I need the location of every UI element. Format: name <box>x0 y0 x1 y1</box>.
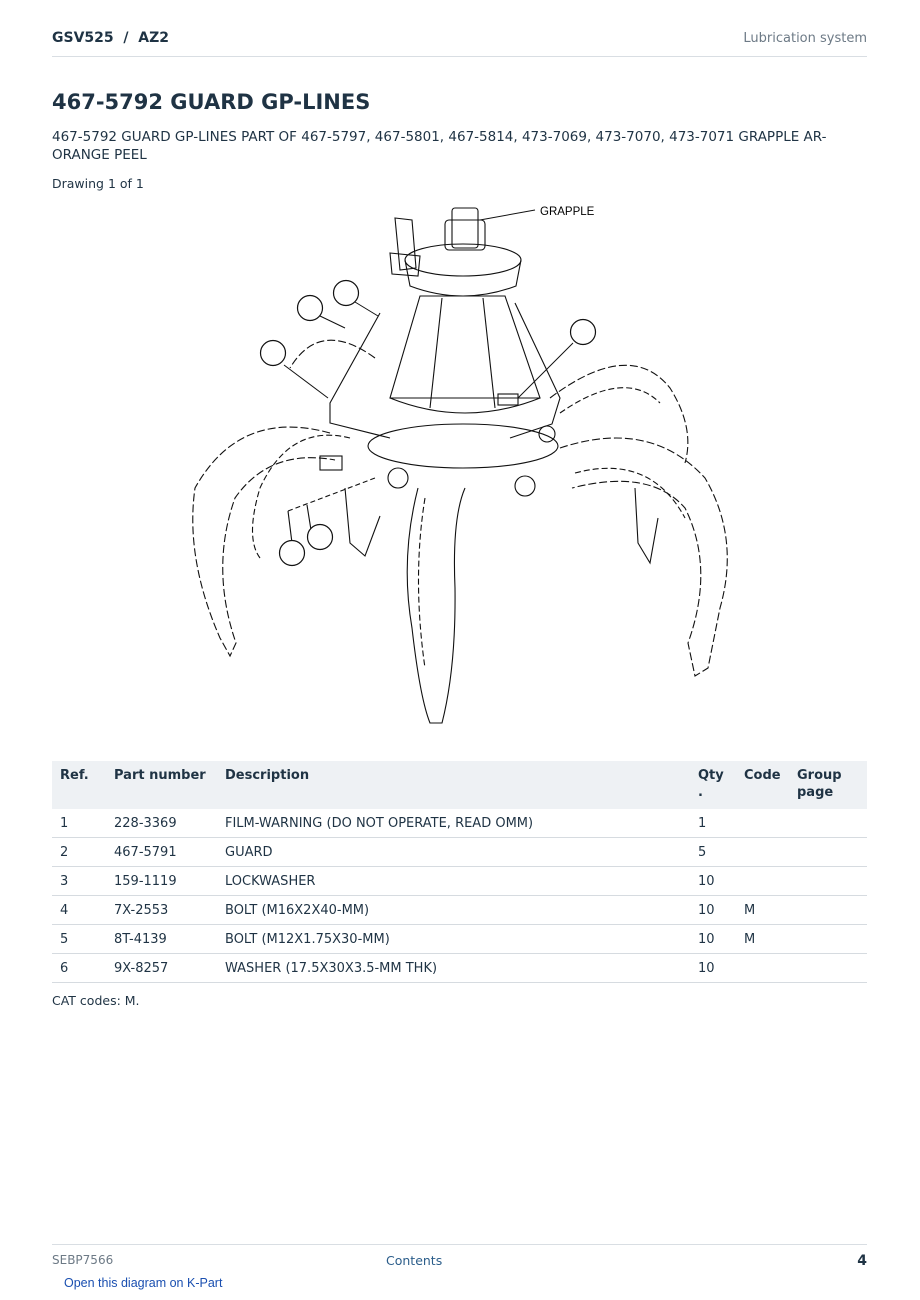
header-code: Code <box>736 761 789 809</box>
cell-group-page <box>789 809 867 838</box>
page-title: 467-5792 GUARD GP-LINES <box>52 90 371 114</box>
cell-group-page <box>789 896 867 925</box>
cell-description: BOLT (M12X1.75X30-MM) <box>217 925 690 954</box>
kpart-link[interactable]: Open this diagram on K-Part <box>64 1276 223 1290</box>
table-row <box>52 867 867 896</box>
cell-qty: 10 <box>690 896 736 925</box>
cell-code: M <box>736 925 789 954</box>
cell-part-number: 228-3369 <box>106 809 217 838</box>
cell-description: FILM-WARNING (DO NOT OPERATE, READ OMM) <box>217 809 690 838</box>
page-subtitle: 467-5792 GUARD GP-LINES PART OF 467-5797, 467-5801, 467-5814, 473-7069, 473-7070, 473-7071 GRAPPLE AR-ORANGE PEEL <box>52 129 827 163</box>
cell-group-page <box>789 838 867 867</box>
cell-code <box>736 809 789 838</box>
cell-code: M <box>736 896 789 925</box>
grapple-diagram[interactable] <box>180 198 740 738</box>
cell-description: WASHER (17.5X30X3.5-MM THK) <box>217 954 690 983</box>
table-row <box>52 954 867 983</box>
cell-part-number: 9X-8257 <box>106 954 217 983</box>
drawing-label: Drawing 1 of 1 <box>52 176 144 191</box>
header-qty: Qty . <box>690 761 736 809</box>
grapple-drawing <box>180 198 740 738</box>
cell-group-page <box>789 925 867 954</box>
page-footer <box>52 1244 867 1269</box>
table-row <box>52 925 867 954</box>
header-ref: Ref. <box>52 761 106 809</box>
cell-ref: 5 <box>52 925 106 954</box>
cell-part-number: 159-1119 <box>106 867 217 896</box>
cell-group-page <box>789 954 867 983</box>
table-row <box>52 838 867 867</box>
cell-ref: 3 <box>52 867 106 896</box>
cell-part-number: 7X-2553 <box>106 896 217 925</box>
table-header-row <box>52 761 867 809</box>
page-header <box>52 28 867 57</box>
grapple-callout: GRAPPLE <box>540 206 595 218</box>
cell-code <box>736 838 789 867</box>
cell-qty: 5 <box>690 838 736 867</box>
cell-group-page <box>789 867 867 896</box>
cell-qty: 10 <box>690 954 736 983</box>
table-row <box>52 896 867 925</box>
table-row <box>52 809 867 838</box>
cat-codes-note: CAT codes: M. <box>52 993 140 1008</box>
cell-part-number: 467-5791 <box>106 838 217 867</box>
document-id: SEBP7566 <box>52 1253 114 1267</box>
cell-qty: 10 <box>690 867 736 896</box>
page-number: 4 <box>857 1253 867 1269</box>
cell-description: LOCKWASHER <box>217 867 690 896</box>
contents-link[interactable]: Contents <box>386 1253 443 1268</box>
cell-ref: 1 <box>52 809 106 838</box>
cell-description: GUARD <box>217 838 690 867</box>
cell-description: BOLT (M16X2X40-MM) <box>217 896 690 925</box>
header-group-page: Group page <box>789 761 867 809</box>
cell-ref: 6 <box>52 954 106 983</box>
cell-part-number: 8T-4139 <box>106 925 217 954</box>
cell-code <box>736 954 789 983</box>
header-part-number: Part number <box>106 761 217 809</box>
cell-qty: 1 <box>690 809 736 838</box>
cell-qty: 10 <box>690 925 736 954</box>
cell-code <box>736 867 789 896</box>
header-description: Description <box>217 761 690 809</box>
cell-ref: 4 <box>52 896 106 925</box>
parts-table <box>52 761 867 983</box>
cell-ref: 2 <box>52 838 106 867</box>
model-label: GSV525 / AZ2 <box>52 30 169 46</box>
section-label: Lubrication system <box>743 31 867 46</box>
